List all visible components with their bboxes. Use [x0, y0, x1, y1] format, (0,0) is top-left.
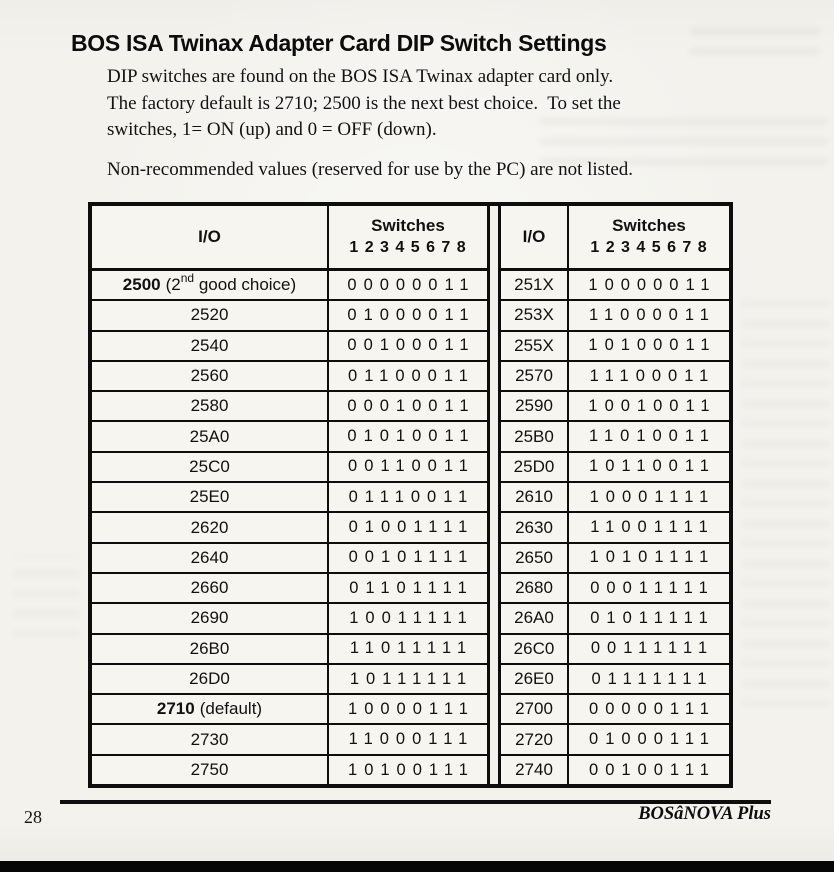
io-address-cell-left: 26D0 — [92, 665, 329, 695]
io-address-cell-right: 2610 — [501, 483, 569, 513]
table-center-gap — [490, 206, 498, 784]
scan-showthrough-artifact — [12, 555, 80, 650]
io-address-cell-left: 2540 — [92, 332, 329, 362]
switch-setting-cell-left: 00100011 — [329, 332, 487, 362]
io-address-note: (default) — [199, 699, 263, 719]
switch-setting-cell-right: 00111111 — [569, 635, 729, 665]
switch-setting-cell-right: 10101111 — [569, 544, 729, 574]
switch-setting-cell-left: 01110011 — [329, 483, 487, 513]
io-column-header-left: I/O — [92, 206, 329, 271]
io-address-cell-left: 2580 — [92, 392, 329, 422]
switch-setting-cell-left: 00101111 — [329, 544, 487, 574]
switch-setting-cell-left: 11000111 — [329, 725, 487, 755]
io-address-value: 2710 — [156, 699, 195, 719]
switch-setting-cell-right: 11010011 — [569, 422, 729, 452]
switches-header-label: Switches — [612, 216, 686, 235]
switches-column-header-left — [329, 206, 487, 271]
dip-switch-settings-table — [88, 202, 733, 788]
io-address-cell-right: 26C0 — [501, 635, 569, 665]
io-address-cell-left: 26B0 — [92, 635, 329, 665]
switch-setting-cell-left: 00000011 — [329, 271, 487, 301]
switches-header-label: Switches — [371, 216, 445, 235]
io-address-cell-left — [92, 271, 329, 301]
io-address-cell-left: 2640 — [92, 544, 329, 574]
switch-setting-cell-right: 00011111 — [569, 574, 729, 604]
footer-divider — [60, 800, 771, 804]
page-title: BOS ISA Twinax Adapter Card DIP Switch Settings — [71, 30, 607, 56]
io-address-cell-left: 25E0 — [92, 483, 329, 513]
switch-number-labels: 1 2 3 4 5 6 7 8 — [590, 239, 708, 256]
switch-setting-cell-right: 10110011 — [569, 453, 729, 483]
io-address-cell-left: 2750 — [92, 756, 329, 785]
note-paragraph: Non-recommended values (reserved for use by the PC) are not listed. — [107, 159, 634, 180]
io-address-cell-right: 2700 — [501, 695, 569, 725]
manual-name: BOSâNOVA Plus — [638, 804, 771, 824]
scan-showthrough-artifact — [690, 26, 820, 68]
io-address-cell-right: 2650 — [501, 544, 569, 574]
switch-setting-cell-right: 10010011 — [569, 392, 729, 422]
switch-setting-cell-left: 10111111 — [329, 665, 487, 695]
io-address-cell-right: 2570 — [501, 362, 569, 392]
io-address-cell-right: 2590 — [501, 392, 569, 422]
scan-showthrough-artifact — [742, 290, 830, 720]
switch-setting-cell-right: 11001111 — [569, 513, 729, 543]
switch-setting-cell-left: 10011111 — [329, 604, 487, 634]
io-address-cell-left: 2520 — [92, 301, 329, 331]
io-address-cell-right: 253X — [501, 301, 569, 331]
switch-setting-cell-left: 01100011 — [329, 362, 487, 392]
io-address-cell-left — [92, 695, 329, 725]
io-address-cell-right: 25D0 — [501, 453, 569, 483]
switch-number-labels: 1 2 3 4 5 6 7 8 — [349, 239, 467, 256]
switch-setting-cell-right: 01111111 — [569, 665, 729, 695]
switch-setting-cell-right: 11000011 — [569, 301, 729, 331]
table-right-half — [498, 206, 729, 784]
io-address-cell-left: 2690 — [92, 604, 329, 634]
io-address-cell-right: 251X — [501, 271, 569, 301]
switch-setting-cell-left: 00010011 — [329, 392, 487, 422]
table-left-half — [92, 206, 490, 784]
io-address-cell-left: 2560 — [92, 362, 329, 392]
io-address-cell-right: 255X — [501, 332, 569, 362]
intro-line: DIP switches are found on the BOS ISA Twinax adapter card only. — [107, 66, 614, 87]
switch-setting-cell-right: 01000111 — [569, 725, 729, 755]
io-address-cell-left: 2730 — [92, 725, 329, 755]
io-address-cell-left: 25A0 — [92, 422, 329, 452]
switch-setting-cell-right: 10100011 — [569, 332, 729, 362]
io-address-cell-right: 2740 — [501, 756, 569, 785]
switch-setting-cell-left: 10100111 — [348, 760, 475, 779]
io-address-cell-right: 25B0 — [501, 422, 569, 452]
intro-paragraph — [107, 64, 621, 144]
switch-setting-cell-left: 01001111 — [329, 513, 487, 543]
switch-setting-cell-left: 11011111 — [329, 635, 487, 665]
switch-setting-cell-right: 00000111 — [569, 695, 729, 725]
io-address-value: 2500 — [122, 275, 161, 295]
io-column-header-right: I/O — [501, 206, 569, 271]
intro-line: The factory default is 2710; 2500 is the next best choice. To set the — [107, 92, 621, 114]
io-address-note: (2nd good choice) — [165, 271, 297, 295]
io-address-cell-left: 25C0 — [92, 453, 329, 483]
switch-setting-cell-right: 01011111 — [569, 604, 729, 634]
switch-setting-cell-right: 00100111 — [589, 760, 716, 779]
scan-edge-bar — [0, 861, 834, 872]
switches-column-header-right — [569, 206, 729, 271]
io-address-cell-left: 2620 — [92, 513, 329, 543]
switch-setting-cell-left: 01000011 — [329, 301, 487, 331]
io-address-cell-left: 2660 — [92, 574, 329, 604]
io-address-cell-right: 2680 — [501, 574, 569, 604]
io-address-cell-right: 26A0 — [501, 604, 569, 634]
switch-setting-cell-right: 10001111 — [569, 483, 729, 513]
switch-setting-cell-left: 00110011 — [329, 453, 487, 483]
switch-setting-cell-left: 01101111 — [329, 574, 487, 604]
switch-setting-cell-right: 10000011 — [569, 271, 729, 301]
switch-setting-cell-right: 11100011 — [569, 362, 729, 392]
io-address-cell-right: 2630 — [501, 513, 569, 543]
io-address-cell-right: 2720 — [501, 725, 569, 755]
intro-line: switches, 1= ON (up) and 0 = OFF (down). — [107, 119, 437, 140]
io-address-cell-right: 26E0 — [501, 665, 569, 695]
switch-setting-cell-left: 01010011 — [329, 422, 487, 452]
page-number: 28 — [24, 807, 42, 827]
switch-setting-cell-left: 10000111 — [329, 695, 487, 725]
